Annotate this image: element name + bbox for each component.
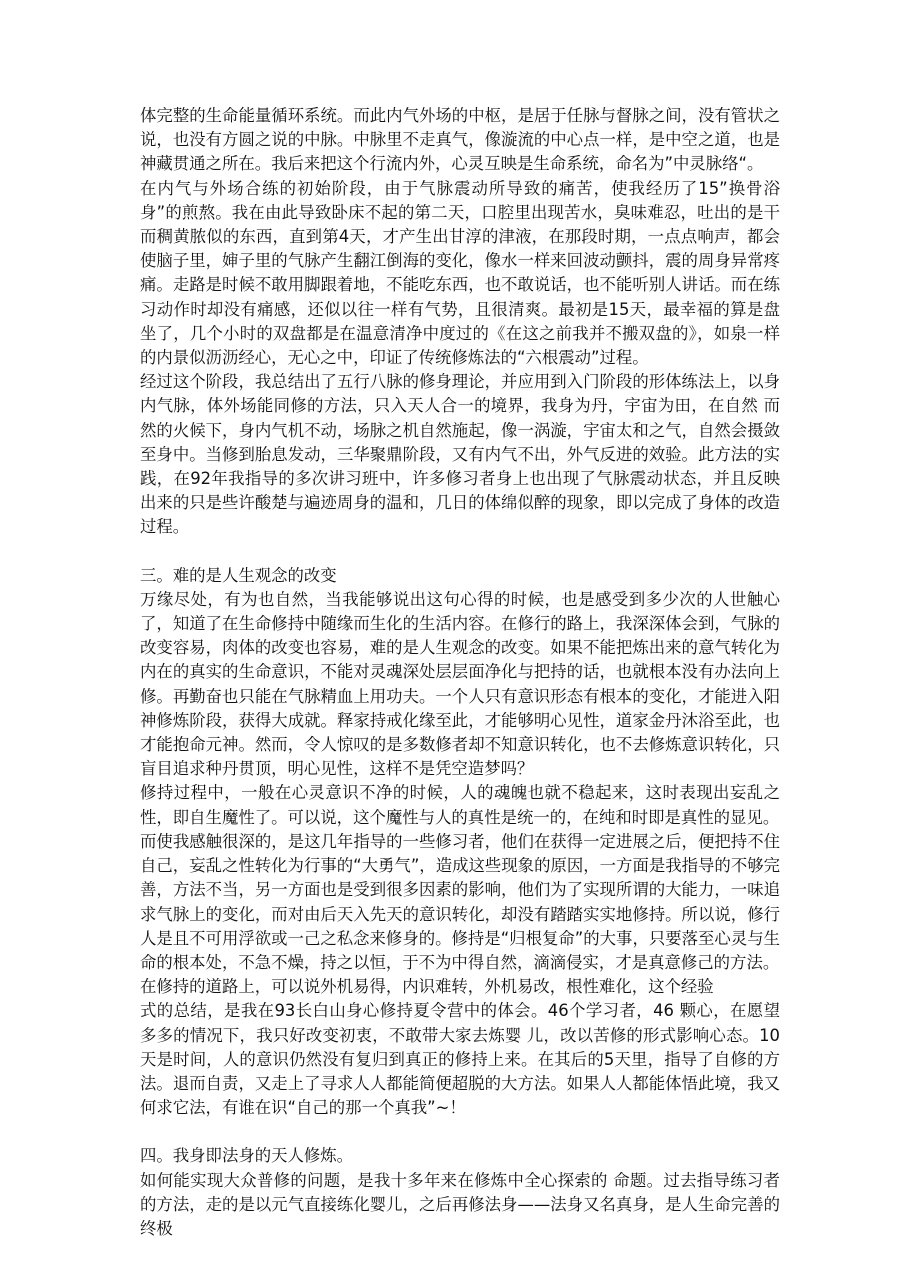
- section-spacer: [140, 1120, 780, 1144]
- paragraph-practitioners: 而使我感触很深的，是这几年指导的一些修习者，他们在获得一定进展之后，便把持不住自己，妄乱之性转化为行事的“大勇气”，造成这些现象的原因，一方面是我指导的不够完善，方法不当，另一方面也是受到很多因素的影响，他们为了实现所谓的大能力，一味追求气脉上的变化，而对由后天入先天的意识转化，却没有踏踏实实地修持。所以说，修行人是且不可用浮欲或一己之私念来修身的。修持是“归根复命”的大事，只要落至心灵与生命的根本处，不急不燥，持之以恒，于不为中得自然，滴滴侵实，才是真意修己的方法。: [140, 831, 780, 972]
- paragraph-five-elements-theory: 经过这个阶段，我总结出了五行八脉的修身理论，并应用到入门阶段的形体练法上，以身内气脉，体外场能同修的方法，只入天人合一的境界，我身为丹，宇宙为田，在自然 而然的火候下，身内气机不动，场脉之机自然施起，像一涡漩，宇宙太和之气，自然会摄敛至身中。当修到胎息发动，三华聚鼎阶段，又有内气不出，外气反进的效验。此方法的实践，在92年我指导的多次讲习班中，许多修习者身上也出现了气脉震动状态，并且反映出来的只是些许酸楚与遍迹周身的温和，几日的体绵似醉的现象，即以完成了身体的改造过程。: [140, 372, 780, 537]
- paragraph-summer-camp: 式的总结，是我在93长白山身心修持夏令营中的体会。46个学习者，46 颗心，在愿望多多的情况下，我只好改变初衷，不敢带大家去炼婴 儿，改以苦修的形式影响心态。10天是时间，人的意识仍然没有复归到真正的修持上来。在其后的5天里，指导了自修的方法。退而自责，又走上了寻求人人都能简便超脱的大方法。如果人人都能体悟此境，我又何求它法，有谁在识“自己的那一个真我”~！: [140, 1001, 780, 1118]
- section-4-heading: 四。我身即法身的天人修炼。: [140, 1146, 354, 1166]
- paragraph-path-of-cultivation: 在修持的道路上，可以说外机易得，内识难转，外机易改，根性难化，这个经验: [140, 977, 714, 997]
- paragraph-demonic-nature: 修持过程中，一般在心灵意识不净的时候，人的魂魄也就不稳起来，这时表现出妄乱之性，即自生魔性了。可以说，这个魔性与人的真性是统一的，在纯和时即是真性的显见。: [140, 783, 780, 827]
- section-spacer: [140, 540, 780, 564]
- paragraph-initial-stage: 在内气与外场合练的初始阶段，由于气脉震动所导致的痛苦，使我经历了15”换骨浴身”的煎熬。我在由此导致卧床不起的第二天，口腔里出现苦水，臭味难忍，吐出的是干而稠黄脓似的东西，直到第4天，才产生出甘淳的津液，在那段时期，一点点响声，都会使脑子里，婶子里的气脉产生翻江倒海的变化，像水一样来回波动颤抖，震的周身异常疼痛。走路是时候不敢用脚跟着地，不能吃东西，也不敢说话，也不能听别人讲话。而在练习动作时却没有痛感，还似以往一样有气势，且很清爽。最初是15天，最幸福的算是盘坐了，几个小时的双盘都是在温意清净中度过的《在这之前我并不搬双盘的》，如泉一样的内景似沥沥经心，无心之中，印证了传统修炼法的“六根震动”过程。: [140, 178, 780, 368]
- paragraph-worldview-change: 万缘尽处，有为也自然，当我能够说出这句心得的时候，也是感受到多少次的人世触心了，知道了在生命修持中随缘而生化的生活内容。在修行的路上，我深深体会到，气脉的改变容易，肉体的改变也容易，难的是人生观念的改变。如果不能把炼出来的意气转化为内在的真实的生命意识，不能对灵魂深处层层面净化与把持的话，也就根本没有办法向上修。再勤奋也只能在气脉精血上用功夫。一个人只有意识形态有根本的变化，才能进入阳神修炼阶段，获得大成就。释家持戒化缘至此，才能够明心见性，道家金丹沐浴至此，也才能抱命元神。然而，令人惊叹的是多数修者却不知意识转化，也不去修炼意识转化，只盲目追求种丹贯顶，明心见性，这样不是凭空造梦吗？: [140, 589, 780, 779]
- section-3-heading: 三。难的是人生观念的改变: [140, 565, 337, 585]
- paragraph-central-channel: 体完整的生命能量循环系统。而此内气外场的中枢，是居于任脉与督脉之间，没有管状之说，也没有方圆之说的中脉。中脉里不走真气，像漩流的中心点一样，是中空之道，也是神藏贯通之所在。我后来把这个行流内外，心灵互映是生命系统，命名为”中灵脉络“。: [140, 106, 780, 174]
- paragraph-mass-cultivation: 如何能实现大众普修的问题，是我十多年来在修炼中全心探索的 命题。过去指导练习者的方法，走的是以元气直接练化婴儿，之后再修法身——法身又名真身，是人生命完善的终极: [140, 1170, 780, 1238]
